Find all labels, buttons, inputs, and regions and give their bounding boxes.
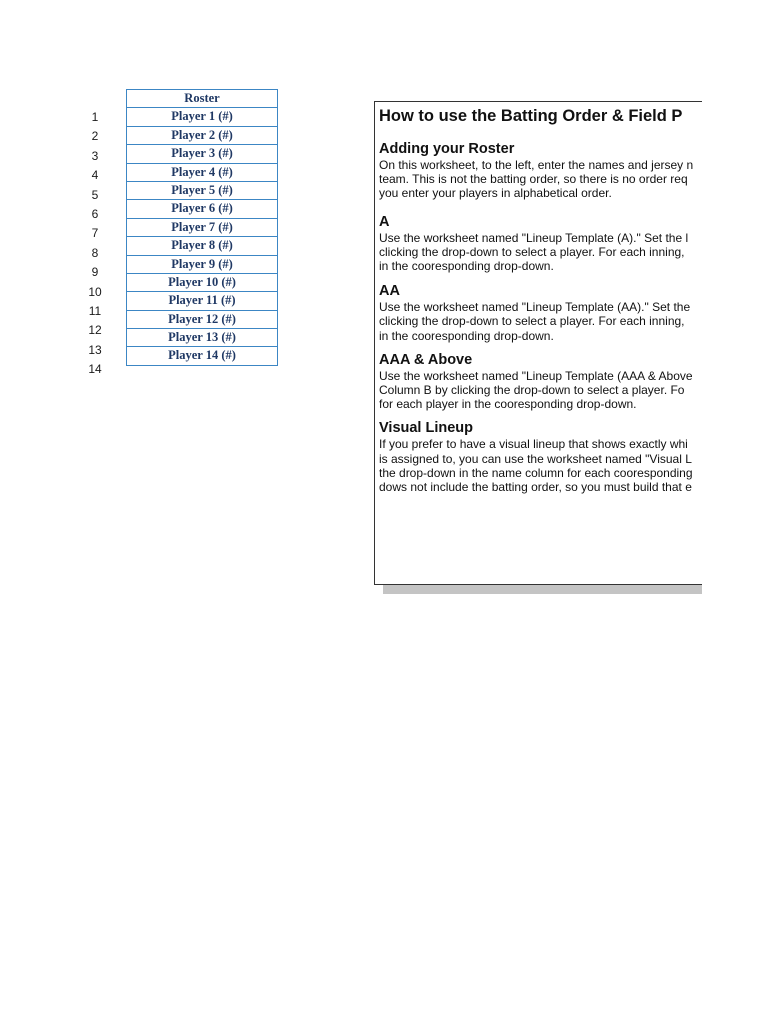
section-text-line: you enter your players in alphabetical order. [379,186,612,201]
viewport-edge-mask [702,95,768,605]
row-number: 7 [91,226,99,241]
row-number: 4 [91,168,99,183]
roster-player-cell[interactable]: Player 14 (#) [126,346,278,365]
section-text-line: If you prefer to have a visual lineup that shows exactly whi [379,437,688,452]
section-text-line: Use the worksheet named "Lineup Template (AA)." Set the [379,300,691,315]
row-number: 8 [91,245,99,260]
row-number: 11 [88,303,102,318]
section-heading: Adding your Roster [379,141,515,157]
roster-player-cell[interactable]: Player 11 (#) [126,291,278,310]
row-number: 9 [91,265,99,280]
roster-player-cell[interactable]: Player 4 (#) [126,163,278,182]
section-text-line: clicking the drop-down to select a player. For each inning, [379,244,685,259]
row-number: 6 [91,206,99,221]
section-text-line: in the cooresponding drop-down. [379,328,554,343]
section-heading: A [379,213,390,230]
roster-player-cell[interactable]: Player 2 (#) [126,126,278,145]
row-number: 2 [91,129,99,144]
row-number: 14 [88,362,102,377]
roster-player-cell[interactable]: Player 6 (#) [126,199,278,218]
roster-player-cell[interactable]: Player 1 (#) [126,107,278,126]
roster-player-cell[interactable]: Player 12 (#) [126,310,278,329]
roster-player-cell[interactable]: Player 13 (#) [126,328,278,347]
roster-player-cell[interactable]: Player 9 (#) [126,255,278,274]
row-number: 1 [91,110,99,124]
roster-header-label: Roster [184,91,220,105]
section-text-line: Use the worksheet named "Lineup Template (AAA & Above [379,368,693,383]
section-text-line: Column B by clicking the drop-down to select a player. Fo [379,383,685,398]
instructions-text-box[interactable] [374,101,758,585]
roster-player-cell[interactable]: Player 5 (#) [126,181,278,200]
section-text-line: is assigned to, you can use the worksheet named "Visual L [379,451,692,466]
section-text-line: Use the worksheet named "Lineup Template (A)." Set the l [379,230,689,245]
row-number: 10 [88,284,102,299]
section-text-line: in the cooresponding drop-down. [379,259,554,274]
row-number-column [78,108,112,379]
row-number: 12 [88,323,102,338]
instructions-title: How to use the Batting Order & Field P [379,107,683,125]
roster-player-cell[interactable]: Player 10 (#) [126,273,278,292]
roster-player-cell[interactable]: Player 3 (#) [126,144,278,163]
section-text-line: for each player in the cooresponding drop-down. [379,397,637,412]
section-heading: Visual Lineup [379,420,474,437]
roster-header [126,89,278,108]
section-text-line: dows not include the batting order, so you must build that e [379,480,692,495]
roster-player-cell[interactable]: Player 8 (#) [126,236,278,255]
section-text-line: team. This is not the batting order, so there is no order req [379,172,688,187]
row-number: 3 [91,148,99,163]
section-text-line: clicking the drop-down to select a player. For each inning, [379,314,685,329]
row-number: 13 [88,342,102,357]
roster-table [126,89,278,366]
row-number: 5 [91,187,99,202]
section-heading: AAA & Above [379,351,473,368]
section-heading: AA [379,283,400,300]
roster-player-cell[interactable]: Player 7 (#) [126,218,278,237]
section-text-line: On this worksheet, to the left, enter the names and jersey n [379,158,694,172]
section-text-line: the drop-down in the name column for each cooresponding [379,465,693,480]
